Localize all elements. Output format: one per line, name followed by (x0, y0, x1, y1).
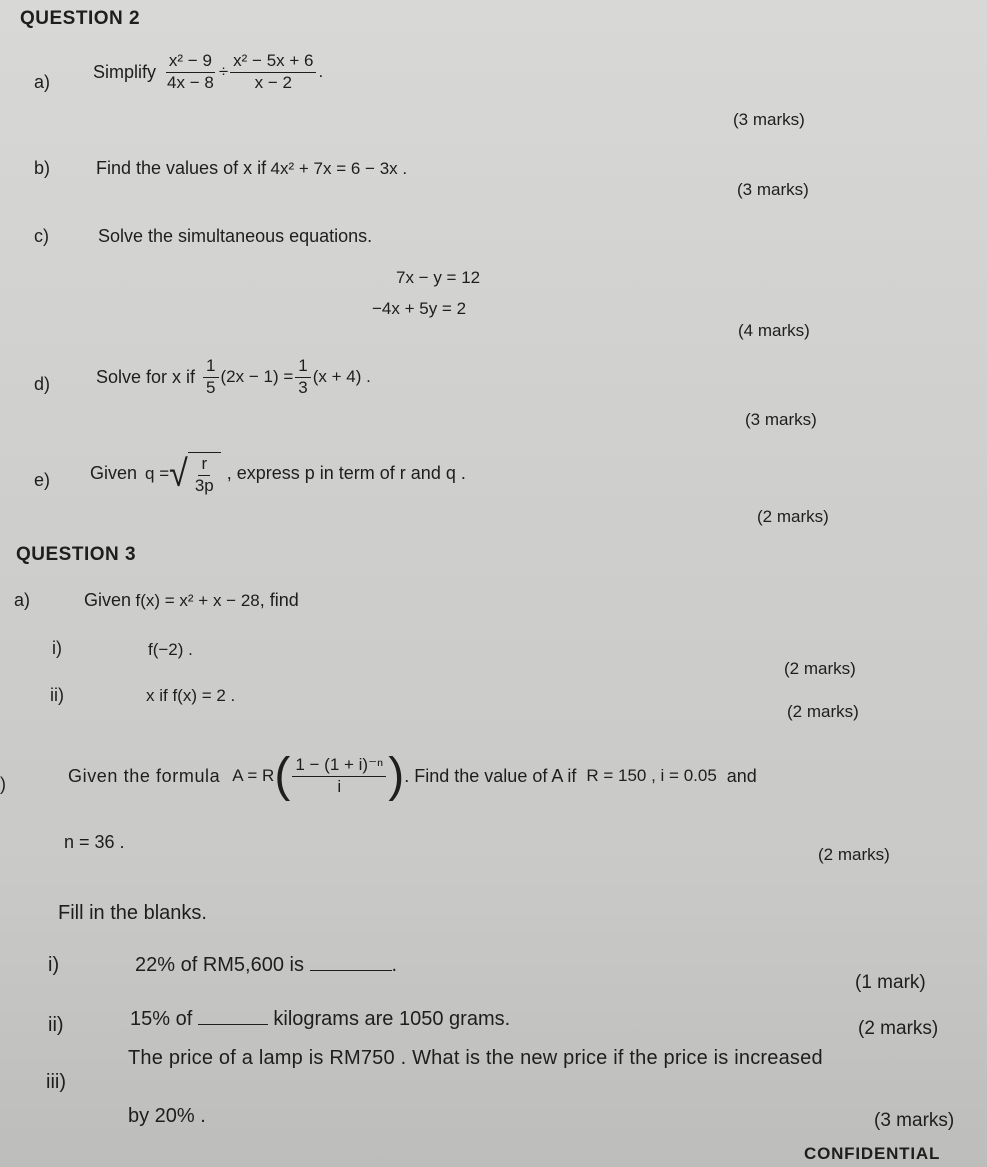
q2e-label: e) (34, 470, 51, 490)
q2d-end: (x + 4) . (312, 367, 371, 387)
q3a-ii-marks: (2 marks) (787, 702, 859, 721)
q3a-label: a) (14, 590, 31, 610)
q2a-fraction-1-denominator: 4x − 8 (167, 72, 214, 92)
q3a-text: Given (84, 590, 132, 610)
q3c-iii-line-2: by 20% . (128, 1105, 206, 1127)
q2b-text: Find the values of x if (96, 158, 267, 178)
q3b-fraction (292, 756, 386, 796)
q2a-period: . (318, 62, 324, 82)
q3c-iii-marks: (3 marks) (874, 1110, 955, 1131)
q3c-i-question (135, 954, 397, 977)
left-paren-icon: ( (274, 749, 291, 802)
q2e-text: Given (90, 463, 138, 484)
q2e-rest: , express p in term of r and q . (226, 463, 466, 484)
q2a-fraction-1 (164, 52, 217, 92)
q3c-instruction: Fill in the blanks. (58, 902, 207, 924)
q3a-i-expression: f(−2) . (148, 640, 193, 659)
q3b-denominator: i (337, 776, 342, 796)
question-2-heading: QUESTION 2 (20, 8, 141, 29)
q2a-fraction-2 (230, 52, 316, 92)
q2d-fraction-2-denominator: 3 (298, 377, 308, 397)
q2d-fraction-1-denominator: 5 (206, 377, 216, 397)
q3b-label: ) (0, 774, 6, 794)
q2b-question (96, 158, 407, 179)
q2b-equation: 4x² + 7x = 6 − 3x . (270, 159, 408, 178)
confidential-footer: CONFIDENTIAL (804, 1144, 941, 1163)
q3c-iii-line-1: The price of a lamp is RM750 . What is the new price if the price is increased (128, 1047, 823, 1069)
q3c-i-blank (310, 970, 392, 971)
q2a-fraction-2-numerator: x² − 5x + 6 (230, 52, 316, 73)
q2d-marks: (3 marks) (745, 410, 817, 429)
q2b-marks: (3 marks) (737, 180, 809, 199)
q3a-function: f(x) = x² + x − 28 (135, 591, 260, 610)
q2d-fraction-1 (203, 357, 218, 397)
q3a-question (84, 590, 299, 611)
q3c-i-label: i) (48, 954, 60, 976)
q2c-text: Solve the simultaneous equations. (98, 226, 373, 246)
question-3-heading: QUESTION 3 (16, 544, 137, 565)
q2a-divide-sign: ÷ (218, 62, 229, 82)
q3c-ii-label: ii) (48, 1014, 64, 1036)
q3a-ii-label: ii) (50, 685, 64, 705)
q2e-lhs: q = (145, 463, 170, 483)
q2a-text: Simplify (93, 61, 157, 82)
q2e-marks: (2 marks) (757, 507, 829, 526)
q2c-marks: (4 marks) (738, 321, 810, 340)
q2e-radicand-denominator: 3p (194, 475, 214, 495)
q3b-n-value: n = 36 . (64, 832, 125, 852)
q3c-iii-label: iii) (46, 1071, 66, 1093)
q3a-i-label: i) (52, 638, 62, 658)
q3b-question (68, 749, 757, 802)
q2d-fraction-2 (295, 357, 310, 397)
q3c-ii-marks: (2 marks) (858, 1018, 939, 1039)
q3c-ii-end: kilograms are 1050 grams. (273, 1008, 511, 1030)
q3b-and: and (726, 765, 757, 786)
q3a-ii-expression: x if f(x) = 2 . (146, 686, 236, 705)
q2c-equation-1: 7x − y = 12 (396, 268, 481, 287)
q2a-fraction-1-numerator: x² − 9 (166, 52, 215, 73)
q2a-marks: (3 marks) (733, 110, 805, 129)
q2a-question (93, 52, 323, 92)
q2c-equation-2: −4x + 5y = 2 (372, 299, 467, 318)
q3c-ii-text: 15% of (130, 1008, 193, 1030)
q2a-label: a) (34, 72, 51, 92)
q2e-radicand-numerator: r (198, 455, 210, 476)
q2e-question (90, 452, 466, 495)
q3b-lhs: A = R (232, 766, 275, 785)
q3a-tail: , find (259, 590, 299, 610)
q2c-label: c) (34, 226, 49, 246)
q3c-i-text: 22% of RM5,600 is (135, 954, 304, 976)
q2d-text: Solve for x if (96, 366, 196, 387)
q2e-square-root (169, 452, 221, 495)
q3b-numerator: 1 − (1 + i)⁻ⁿ (292, 756, 386, 777)
q2d-label: d) (34, 374, 51, 394)
q3b-text: Given the formula (68, 765, 221, 786)
right-paren-icon: ) (388, 749, 405, 802)
q3c-ii-question (130, 1008, 510, 1031)
q2d-fraction-1-numerator: 1 (203, 357, 218, 378)
q3c-ii-blank (198, 1024, 268, 1025)
q2d-fraction-2-numerator: 1 (295, 357, 310, 378)
radical-sign-icon: √ (169, 452, 188, 495)
q3a-i-marks: (2 marks) (784, 659, 856, 678)
q3c-i-marks: (1 mark) (855, 972, 926, 993)
q2a-fraction-2-denominator: x − 2 (254, 72, 292, 92)
q3b-rest: . Find the value of A if (404, 765, 577, 786)
q3c-i-end: . (391, 954, 398, 976)
q3b-marks: (2 marks) (818, 845, 890, 864)
q2d-middle: (2x − 1) = (220, 367, 294, 387)
q2e-radicand-fraction (192, 455, 217, 495)
q2d-question (96, 357, 371, 397)
q2b-label: b) (34, 158, 51, 178)
q3b-values: R = 150 , i = 0.05 (586, 766, 717, 785)
